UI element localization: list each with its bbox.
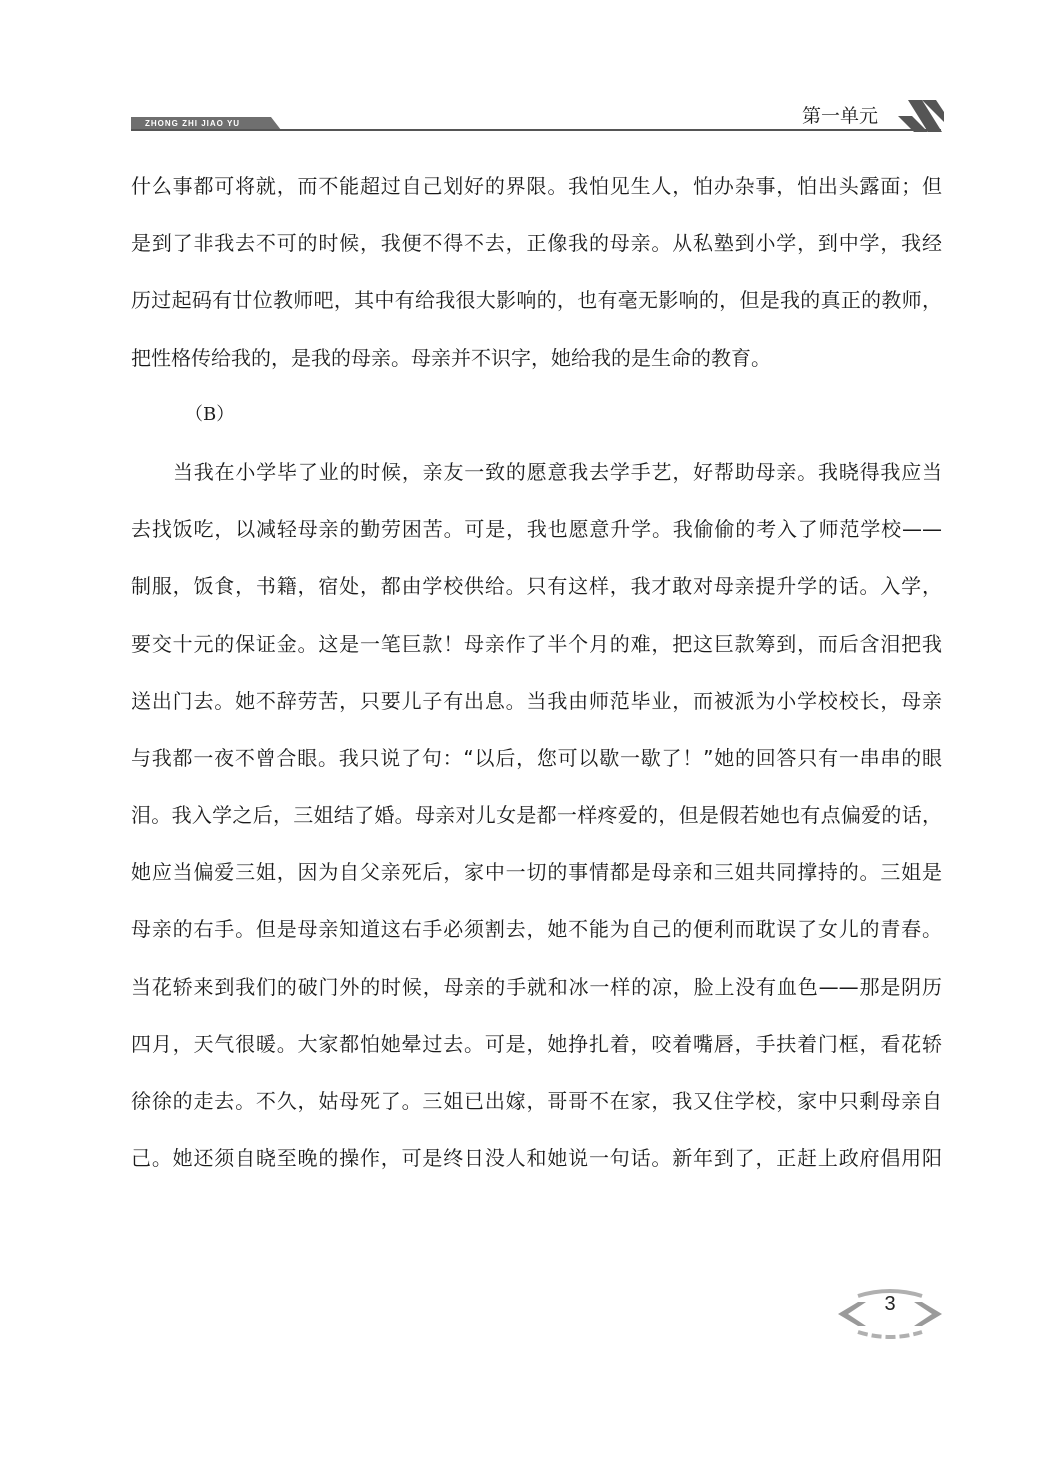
text-line: 徐徐的走去。不久，姑母死了。三姐已出嫁，哥哥不在家，我又住学校，家中只剩母亲自 [131,1089,942,1113]
unit-title: 第一单元 [802,105,879,127]
page-number: 3 [884,1293,896,1315]
text-line: 把性格传给我的，是我的母亲。母亲并不识字，她给我的是生命的教育。 [131,345,771,370]
text-line: 与我都一夜不曾合眼。我只说了句：“以后，您可以歇一歇了！”她的回答只有一串串的眼 [131,745,942,770]
text-line: 要交十元的保证金。这是一笔巨款！母亲作了半个月的难，把这巨款筹到，而后含泪把我 [131,631,942,656]
text-line: 四月，天气很暖。大家都怕她晕过去。可是，她挣扎着，咬着嘴唇，手扶着门框，看花轿 [131,1031,942,1056]
text-line: 己。她还须自晓至晚的操作，可是终日没人和她说一句话。新年到了，正赶上政府倡用阳 [131,1146,942,1171]
text-line: 送出门去。她不辞劳苦，只要儿子有出息。当我由师范毕业，而被派为小学校校长，母亲 [131,688,942,713]
section-label: （B） [185,403,235,425]
text-line: 泪。我入学之后，三姐结了婚。母亲对儿女是都一样疼爱的，但是假若她也有点偏爱的话， [131,803,942,828]
text-line: 去找饭吃，以减轻母亲的勤劳困苦。可是，我也愿意升学。我偷偷的考入了师范学校—— [131,517,942,542]
text-line: 当花轿来到我们的破门外的时候，母亲的手就和冰一样的凉，脸上没有血色——那是阴历 [131,974,942,999]
page-header [0,0,1044,140]
header-chevron-icon [898,98,944,134]
text-line: 制服，饭食，书籍，宿处，都由学校供给。只有这样，我才敢对母亲提升学的话。入学， [131,574,942,599]
header-rule [131,129,941,131]
page-footer [836,1288,944,1340]
text-line: 她应当偏爱三姐，因为自父亲死后，家中一切的事情都是母亲和三姐共同撑持的。三姐是 [131,860,942,885]
header-series-label: ZHONG ZHI JIAO YU [145,119,241,128]
text-line: 当我在小学毕了业的时候，亲友一致的愿意我去学手艺，好帮助母亲。我晓得我应当 [173,459,942,484]
text-line: 是到了非我去不可的时候，我便不得不去，正像我的母亲。从私塾到小学，到中学，我经 [131,231,942,256]
text-line: 什么事都可将就，而不能超过自己划好的界限。我怕见生人，怕办杂事，怕出头露面；但 [131,174,942,198]
text-line: 母亲的右手。但是母亲知道这右手必须割去，她不能为自己的便利而耽误了女儿的青春。 [131,917,942,942]
article-body [131,164,942,1193]
text-line: 历过起码有廿位教师吧，其中有给我很大影响的，也有毫无影响的，但是我的真正的教师， [131,288,942,313]
